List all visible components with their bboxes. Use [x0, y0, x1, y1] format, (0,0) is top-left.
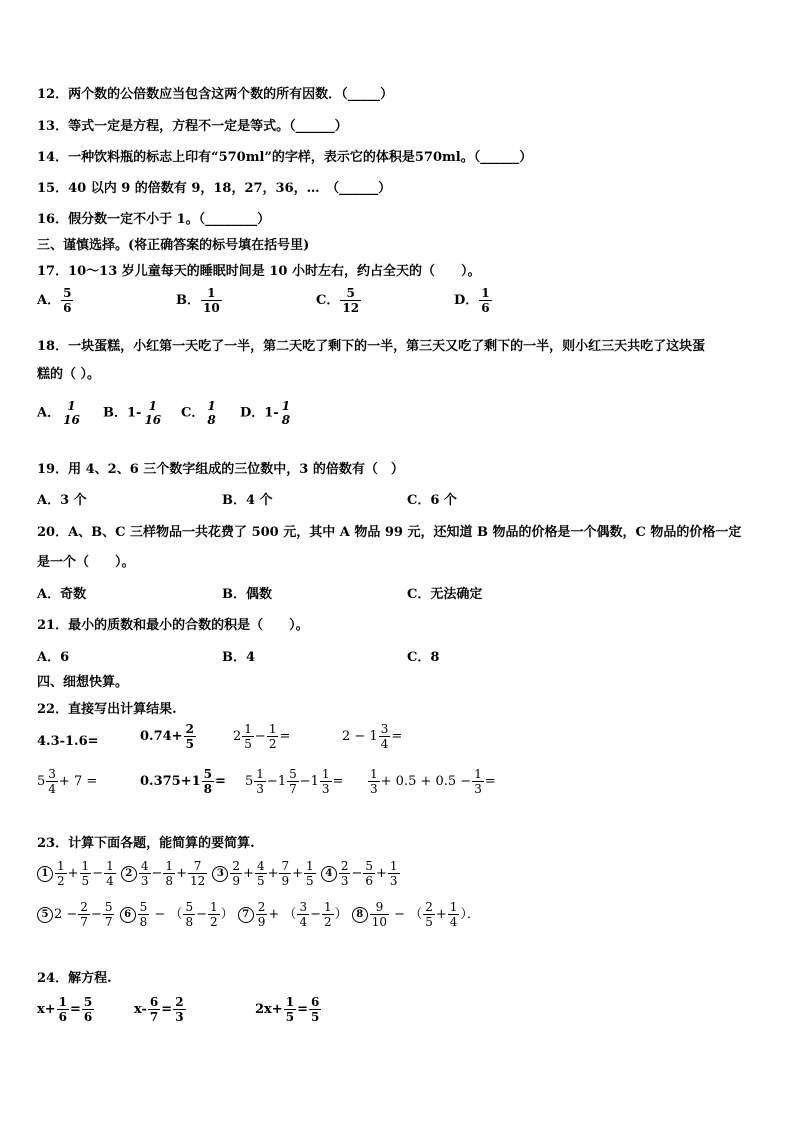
- circled-number-6: 6: [120, 907, 136, 923]
- question-12: 12．两个数的公倍数应当包含这两个数的所有因数．（_____）: [37, 87, 394, 102]
- question-20-line2: 是一个（ ）。: [37, 555, 135, 570]
- circled-number-8: 8: [352, 907, 368, 923]
- question-16: 16．假分数一定不小于 1。（________）: [37, 212, 271, 227]
- circled-number-2: 2: [121, 866, 137, 882]
- question-23: 23．计算下面各题，能简算的要简算.: [37, 836, 255, 851]
- q19-option-c: C．6 个: [407, 493, 457, 508]
- question-17: 17．10～13 岁儿童每天的睡眠时间是 10 小时左右，约占全天的（ ）。: [37, 264, 481, 279]
- q24-equation-3: 2x+ $\frac{1}{5}$ = $\frac{6}{5}$: [255, 995, 320, 1024]
- question-20-line1: 20．A、B、C 三样物品一共花费了 500 元，其中 A 物品 99 元，还知道 B 物品的价格是一个偶数，C 物品的价格一定: [37, 525, 742, 540]
- circled-number-7: 7: [238, 907, 254, 923]
- q22-expr-7: 5 $\frac{1}{3}$ −1 $\frac{5}{7}$ −1 $\frac{1}{3}$ =: [245, 767, 344, 796]
- q19-option-b: B．4 个: [222, 493, 273, 508]
- question-15: 15．40 以内 9 的倍数有 9，18，27，36，… （______）: [37, 181, 392, 196]
- q17-option-d: D． $\frac{1}{6}$: [454, 286, 490, 315]
- q24-equation-2: x- $\frac{6}{7}$ = $\frac{2}{3}$: [134, 995, 184, 1024]
- section-3-heading: 三、谨慎选择。(将正确答案的标号填在括号里): [37, 238, 310, 253]
- question-24: 24．解方程.: [37, 971, 112, 986]
- question-18-line1: 18．一块蛋糕，小红第一天吃了一半，第二天吃了剩下的一半，第三天又吃了剩下的一半，则小红三天共吃了这块蛋: [37, 339, 706, 354]
- q18-option-d: D．1- 1 8: [240, 399, 291, 427]
- q17-option-a: A． $\frac{5}{6}$: [37, 286, 72, 315]
- q20-option-b: B．偶数: [222, 587, 272, 602]
- q17-option-c: C． $\frac{5}{12}$: [316, 286, 360, 315]
- q22-expr-8: $\frac{1}{3}$ + 0.5 + 0.5 − $\frac{1}{3}$ =: [370, 767, 496, 796]
- question-18-line2: 糕的（ ）。: [37, 367, 101, 382]
- circled-number-3: 3: [212, 866, 228, 882]
- q24-equation-1: x+ $\frac{1}{6}$ = $\frac{5}{6}$: [37, 995, 93, 1024]
- q21-option-a: A．6: [37, 650, 70, 665]
- question-22: 22．直接写出计算结果.: [37, 702, 177, 717]
- section-4-heading: 四、细想快算。: [37, 675, 129, 690]
- circled-number-4: 4: [321, 866, 337, 882]
- q18-option-c: C． 1 8: [181, 399, 216, 427]
- q22-expr-1: 4.3-1.6=: [37, 734, 99, 749]
- q18-option-a: A． 1 16: [37, 399, 80, 427]
- q18-option-b: B．1- 1 16: [103, 399, 162, 427]
- question-13: 13．等式一定是方程，方程不一定是等式。（______）: [37, 119, 348, 134]
- circled-number-1: 1: [37, 866, 53, 882]
- q23-row-2: 5 2 − $\frac{2}{7}$ − $\frac{5}{7}$ 6 $\frac{5}{8}$ − （ $\frac{5}{8}$ − $\frac{1}{2}$ ） 7 $\frac{2}{9}$ + （ $\frac{3}{4}$ − $\frac{1}{2}$ ） 8 $\frac{9}{10}$ − （ $\frac{2}{5}$ + $\frac{1}{4}$ ）．: [37, 901, 480, 928]
- circled-number-5: 5: [37, 907, 53, 923]
- q21-option-b: B．4: [222, 650, 256, 665]
- q22-expr-3: 2 $\frac{1}{5}$ − $\frac{1}{2}$ =: [233, 722, 291, 751]
- q22-expr-6: 0.375+1 $\frac{5}{8}$ =: [140, 767, 226, 796]
- q20-option-a: A．奇数: [37, 587, 87, 602]
- q22-expr-4: 2 − 1 $\frac{3}{4}$ =: [342, 722, 403, 751]
- q21-option-c: C．8: [407, 650, 440, 665]
- q23-row-1: 1 $\frac{1}{2}$ + $\frac{1}{5}$ − $\frac{1}{4}$ 2 $\frac{4}{3}$ − $\frac{1}{8}$ + $\frac{7}{12}$ 3 $\frac{2}{9}$ + $\frac{4}{5}$ + $\frac{7}{9}$ + $\frac{1}{5}$ 4 $\frac{2}{3}$ − $\frac{5}{6}$ + $\frac{1}{3}$: [37, 860, 401, 887]
- question-19: 19．用 4、2、6 三个数字组成的三位数中，3 的倍数有（ ）: [37, 462, 404, 477]
- q19-option-a: A．3 个: [37, 493, 87, 508]
- q22-expr-5: 5 $\frac{3}{4}$ + 7 =: [37, 767, 98, 796]
- q22-expr-2: 0.74+ $\frac{2}{5}$: [140, 722, 194, 751]
- q20-option-c: C．无法确定: [407, 587, 483, 602]
- question-14: 14．一种饮料瓶的标志上印有“570ml”的字样，表示它的体积是570ml。（______）: [37, 150, 533, 165]
- question-21: 21．最小的质数和最小的合数的积是（ ）。: [37, 618, 309, 633]
- q17-option-b: B． $\frac{1}{10}$: [176, 286, 220, 315]
